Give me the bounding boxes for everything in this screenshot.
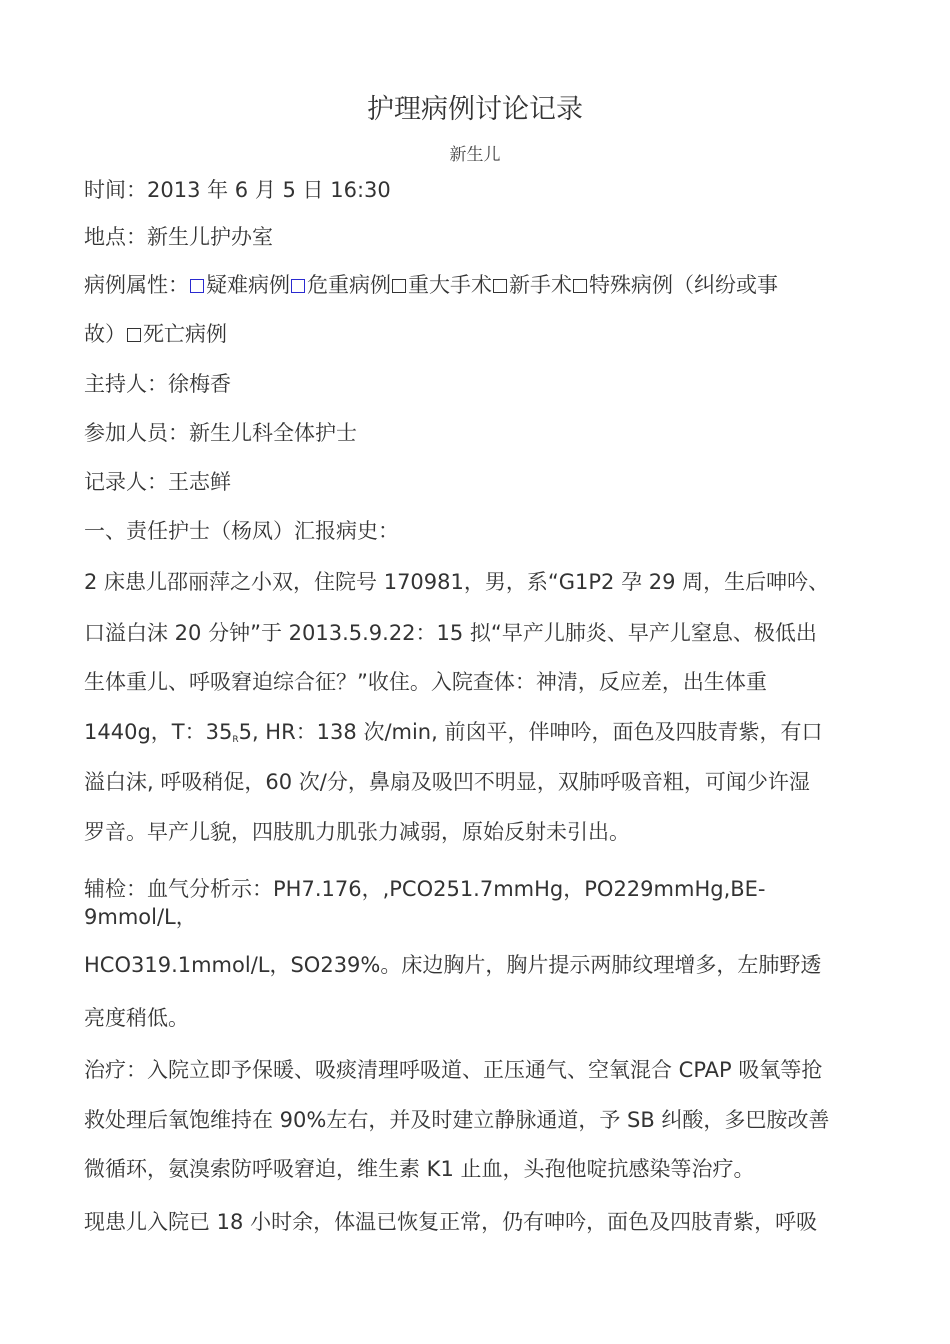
case-attribute-label: 病例属性： [84, 273, 189, 297]
host-line: 主持人：徐梅香 [84, 372, 231, 396]
checkbox-icon[interactable] [127, 328, 141, 342]
checkbox-icon[interactable] [190, 279, 204, 293]
checkbox-icon[interactable] [291, 279, 305, 293]
case-option-critical: 危重病例 [307, 273, 391, 297]
checkbox-icon[interactable] [392, 279, 406, 293]
history-text: 1440g，T：35 [84, 720, 233, 744]
history-subscript: R [232, 735, 239, 745]
treatment-line: 微循环，氨溴索防呼吸窘迫，维生素 K1 止血，头孢他啶抗感染等治疗。 [84, 1157, 755, 1181]
case-option-difficult: 疑难病例 [206, 273, 290, 297]
case-option-major-surgery: 重大手术 [408, 273, 492, 297]
history-line: 溢白沫, 呼吸稍促，60 次/分，鼻扇及吸凹不明显，双肺呼吸音粗，可闻少许湿 [84, 770, 810, 794]
history-line [84, 717, 822, 755]
history-line: 生体重儿、呼吸窘迫综合征？”收住。入院查体：神清，反应差，出生体重 [84, 670, 767, 694]
history-line: 口溢白沫 20 分钟”于 2013.5.9.22：15 拟“早产儿肺炎、早产儿窒息、极低出 [84, 621, 817, 645]
history-line: 罗音。早产儿貌，四肢肌力肌张力减弱，原始反射未引出。 [84, 820, 630, 844]
document-title: 护理病例讨论记录 [367, 94, 583, 125]
checkbox-icon[interactable] [573, 279, 587, 293]
section-heading: 一、责任护士（杨凤）汇报病史： [84, 519, 399, 543]
exam-line: 亮度稍低。 [84, 1006, 189, 1030]
case-option-death: 死亡病例 [143, 322, 227, 346]
exam-line: 辅检：血气分析示：PH7.176，,PCO251.7mmHg，PO229mmHg,BE- [84, 877, 766, 901]
current-status-line: 现患儿入院已 18 小时余，体温已恢复正常，仍有呻吟，面色及四肢青紫，呼吸 [84, 1210, 818, 1234]
case-attribute-line [84, 270, 778, 300]
case-attribute-wrap: 故） [84, 322, 126, 346]
exam-line: 9mmol/L， [84, 905, 197, 929]
history-text: 5, HR：138 次/min, 前囟平，伴呻吟，面色及四肢青紫，有口 [238, 720, 823, 744]
location-line: 地点：新生儿护办室 [84, 225, 273, 249]
recorder-line: 记录人：王志鲜 [84, 470, 231, 494]
case-option-new-surgery: 新手术 [509, 273, 572, 297]
case-option-special: 特殊病例（纠纷或事 [589, 273, 778, 297]
document-subtitle: 新生儿 [449, 145, 501, 165]
case-attribute-line-2 [84, 319, 227, 349]
participants-line: 参加人员：新生儿科全体护士 [84, 421, 357, 445]
history-line: 2 床患儿邵丽萍之小双，住院号 170981，男，系“G1P2 孕 29 周，生后呻吟、 [84, 570, 830, 594]
checkbox-icon[interactable] [493, 279, 507, 293]
treatment-line: 治疗：入院立即予保暖、吸痰清理呼吸道、正压通气、空氧混合 CPAP 吸氧等抢 [84, 1058, 823, 1082]
time-line: 时间：2013 年 6 月 5 日 16:30 [84, 178, 391, 202]
exam-line: HCO319.1mmol/L，SO239%。床边胸片，胸片提示两肺纹理增多，左肺野透 [84, 953, 822, 977]
treatment-line: 救处理后氧饱维持在 90%左右，并及时建立静脉通道，予 SB 纠酸，多巴胺改善 [84, 1108, 830, 1132]
